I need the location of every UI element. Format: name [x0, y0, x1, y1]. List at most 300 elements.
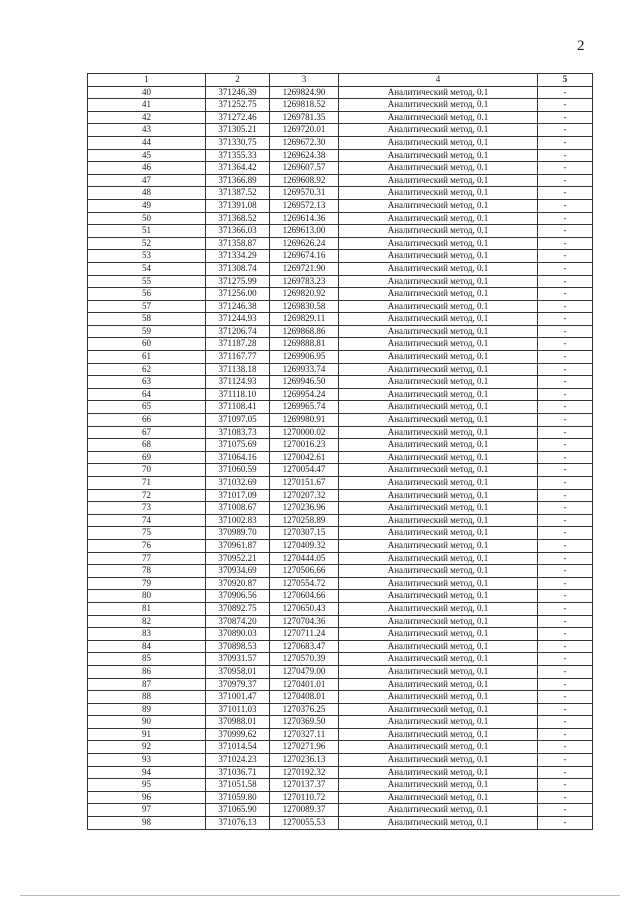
table-row — [88, 489, 593, 502]
table-row — [88, 539, 593, 552]
cell-point-number: 74 — [88, 514, 206, 527]
cell-x-coordinate: 370890.03 — [206, 628, 270, 641]
cell-col5: - — [538, 237, 593, 250]
cell-x-coordinate: 371246.38 — [206, 300, 270, 313]
cell-method: Аналитический метод, 0.1 — [339, 628, 538, 641]
cell-point-number: 88 — [88, 691, 206, 704]
cell-y-coordinate: 1269818.52 — [270, 99, 339, 112]
cell-y-coordinate: 1269829.11 — [270, 313, 339, 326]
cell-method: Аналитический метод, 0.1 — [339, 351, 538, 364]
table-row — [88, 325, 593, 338]
cell-y-coordinate: 1270258.89 — [270, 514, 339, 527]
cell-x-coordinate: 371032.69 — [206, 477, 270, 490]
table-row — [88, 527, 593, 540]
cell-method: Аналитический метод, 0.1 — [339, 615, 538, 628]
cell-point-number: 58 — [88, 313, 206, 326]
cell-x-coordinate: 371167.77 — [206, 351, 270, 364]
cell-y-coordinate: 1270151.67 — [270, 477, 339, 490]
table-row — [88, 300, 593, 313]
cell-x-coordinate: 371387.52 — [206, 187, 270, 200]
cell-method: Аналитический метод, 0.1 — [339, 338, 538, 351]
cell-point-number: 44 — [88, 136, 206, 149]
cell-y-coordinate: 1269906.95 — [270, 351, 339, 364]
table-row — [88, 477, 593, 490]
cell-method: Аналитический метод, 0.1 — [339, 288, 538, 301]
cell-y-coordinate: 1270110.72 — [270, 791, 339, 804]
cell-x-coordinate: 370958.01 — [206, 665, 270, 678]
cell-y-coordinate: 1269608.92 — [270, 174, 339, 187]
cell-method: Аналитический метод, 0.1 — [339, 313, 538, 326]
table-row — [88, 199, 593, 212]
table-row — [88, 426, 593, 439]
cell-y-coordinate: 1270408.01 — [270, 691, 339, 704]
cell-method: Аналитический метод, 0.1 — [339, 791, 538, 804]
cell-method: Аналитический метод, 0.1 — [339, 665, 538, 678]
cell-x-coordinate: 371187.28 — [206, 338, 270, 351]
cell-col5: - — [538, 741, 593, 754]
table-row — [88, 716, 593, 729]
cell-x-coordinate: 371017.09 — [206, 489, 270, 502]
table-row — [88, 439, 593, 452]
cell-x-coordinate: 370934.69 — [206, 565, 270, 578]
cell-col5: - — [538, 325, 593, 338]
cell-y-coordinate: 1269607.57 — [270, 162, 339, 175]
table-row — [88, 262, 593, 275]
cell-col5: - — [538, 136, 593, 149]
cell-point-number: 67 — [88, 426, 206, 439]
cell-col5: - — [538, 716, 593, 729]
cell-point-number: 43 — [88, 124, 206, 137]
cell-y-coordinate: 1269613.00 — [270, 225, 339, 238]
cell-point-number: 79 — [88, 577, 206, 590]
cell-col5: - — [538, 628, 593, 641]
cell-x-coordinate: 371305.21 — [206, 124, 270, 137]
cell-point-number: 59 — [88, 325, 206, 338]
cell-x-coordinate: 370999.62 — [206, 728, 270, 741]
table-row — [88, 86, 593, 99]
cell-y-coordinate: 1270570.39 — [270, 653, 339, 666]
cell-y-coordinate: 1269830.58 — [270, 300, 339, 313]
table-row — [88, 691, 593, 704]
cell-col5: - — [538, 464, 593, 477]
cell-method: Аналитический метод, 0.1 — [339, 477, 538, 490]
cell-method: Аналитический метод, 0.1 — [339, 451, 538, 464]
cell-x-coordinate: 371083.73 — [206, 426, 270, 439]
cell-point-number: 48 — [88, 187, 206, 200]
page-number: 2 — [577, 38, 585, 54]
cell-col5: - — [538, 124, 593, 137]
cell-point-number: 92 — [88, 741, 206, 754]
cell-y-coordinate: 1269570.31 — [270, 187, 339, 200]
cell-x-coordinate: 371272.46 — [206, 111, 270, 124]
table-body — [88, 86, 593, 829]
cell-x-coordinate: 371001.47 — [206, 691, 270, 704]
cell-point-number: 51 — [88, 225, 206, 238]
cell-y-coordinate: 1269980.91 — [270, 414, 339, 427]
cell-col5: - — [538, 817, 593, 830]
cell-x-coordinate: 371246.39 — [206, 86, 270, 99]
cell-point-number: 66 — [88, 414, 206, 427]
cell-col5: - — [538, 439, 593, 452]
cell-y-coordinate: 1270444.05 — [270, 552, 339, 565]
cell-col5: - — [538, 174, 593, 187]
cell-method: Аналитический метод, 0.1 — [339, 754, 538, 767]
cell-method: Аналитический метод, 0.1 — [339, 250, 538, 263]
table-row — [88, 388, 593, 401]
cell-method: Аналитический метод, 0.1 — [339, 439, 538, 452]
cell-method: Аналитический метод, 0.1 — [339, 111, 538, 124]
cell-y-coordinate: 1269781.35 — [270, 111, 339, 124]
table-row — [88, 464, 593, 477]
cell-point-number: 52 — [88, 237, 206, 250]
table-row — [88, 502, 593, 515]
cell-method: Аналитический метод, 0.1 — [339, 766, 538, 779]
table-row — [88, 313, 593, 326]
cell-y-coordinate: 1270506.66 — [270, 565, 339, 578]
cell-x-coordinate: 371011.03 — [206, 703, 270, 716]
cell-y-coordinate: 1270271.96 — [270, 741, 339, 754]
cell-col5: - — [538, 288, 593, 301]
cell-y-coordinate: 1270089.37 — [270, 804, 339, 817]
cell-y-coordinate: 1269614.36 — [270, 212, 339, 225]
cell-col5: - — [538, 86, 593, 99]
cell-x-coordinate: 371355.33 — [206, 149, 270, 162]
table-row — [88, 288, 593, 301]
cell-method: Аналитический метод, 0.1 — [339, 716, 538, 729]
cell-point-number: 40 — [88, 86, 206, 99]
cell-y-coordinate: 1270327.11 — [270, 728, 339, 741]
cell-x-coordinate: 371075.69 — [206, 439, 270, 452]
cell-col5: - — [538, 489, 593, 502]
cell-col5: - — [538, 426, 593, 439]
cell-y-coordinate: 1270409.32 — [270, 539, 339, 552]
cell-x-coordinate: 371366.89 — [206, 174, 270, 187]
cell-point-number: 42 — [88, 111, 206, 124]
cell-col5: - — [538, 212, 593, 225]
table-row — [88, 728, 593, 741]
cell-x-coordinate: 371244.93 — [206, 313, 270, 326]
cell-col5: - — [538, 388, 593, 401]
cell-method: Аналитический метод, 0.1 — [339, 779, 538, 792]
cell-y-coordinate: 1269888.81 — [270, 338, 339, 351]
cell-method: Аналитический метод, 0.1 — [339, 300, 538, 313]
cell-col5: - — [538, 187, 593, 200]
cell-point-number: 83 — [88, 628, 206, 641]
cell-col5: - — [538, 199, 593, 212]
cell-method: Аналитический метод, 0.1 — [339, 99, 538, 112]
cell-point-number: 82 — [88, 615, 206, 628]
cell-method: Аналитический метод, 0.1 — [339, 817, 538, 830]
cell-y-coordinate: 1270554.72 — [270, 577, 339, 590]
cell-method: Аналитический метод, 0.1 — [339, 426, 538, 439]
cell-x-coordinate: 371097.05 — [206, 414, 270, 427]
table-row — [88, 376, 593, 389]
cell-point-number: 49 — [88, 199, 206, 212]
table-row — [88, 363, 593, 376]
table-row — [88, 678, 593, 691]
cell-method: Аналитический метод, 0.1 — [339, 514, 538, 527]
cell-y-coordinate: 1270236.96 — [270, 502, 339, 515]
table-row — [88, 414, 593, 427]
cell-method: Аналитический метод, 0.1 — [339, 602, 538, 615]
cell-method: Аналитический метод, 0.1 — [339, 527, 538, 540]
cell-point-number: 96 — [88, 791, 206, 804]
cell-x-coordinate: 371064.16 — [206, 451, 270, 464]
cell-y-coordinate: 1269674.16 — [270, 250, 339, 263]
cell-y-coordinate: 1270207.32 — [270, 489, 339, 502]
cell-method: Аналитический метод, 0.1 — [339, 653, 538, 666]
cell-method: Аналитический метод, 0.1 — [339, 136, 538, 149]
cell-method: Аналитический метод, 0.1 — [339, 162, 538, 175]
cell-y-coordinate: 1269626.24 — [270, 237, 339, 250]
cell-x-coordinate: 371368.52 — [206, 212, 270, 225]
table-row — [88, 401, 593, 414]
cell-x-coordinate: 371036.71 — [206, 766, 270, 779]
table-row — [88, 754, 593, 767]
cell-point-number: 76 — [88, 539, 206, 552]
cell-x-coordinate: 371065.90 — [206, 804, 270, 817]
table-row — [88, 451, 593, 464]
cell-col5: - — [538, 615, 593, 628]
table-row — [88, 590, 593, 603]
cell-y-coordinate: 1270307.15 — [270, 527, 339, 540]
cell-col5: - — [538, 451, 593, 464]
cell-method: Аналитический метод, 0.1 — [339, 703, 538, 716]
cell-x-coordinate: 370952.21 — [206, 552, 270, 565]
cell-y-coordinate: 1270236.13 — [270, 754, 339, 767]
cell-col5: - — [538, 99, 593, 112]
table-row — [88, 602, 593, 615]
cell-point-number: 62 — [88, 363, 206, 376]
cell-y-coordinate: 1270042.61 — [270, 451, 339, 464]
table-row — [88, 577, 593, 590]
cell-y-coordinate: 1270137.37 — [270, 779, 339, 792]
cell-col5: - — [538, 640, 593, 653]
cell-col5: - — [538, 502, 593, 515]
cell-point-number: 85 — [88, 653, 206, 666]
cell-point-number: 95 — [88, 779, 206, 792]
table-row — [88, 804, 593, 817]
cell-point-number: 73 — [88, 502, 206, 515]
cell-point-number: 55 — [88, 275, 206, 288]
cell-x-coordinate: 370874.20 — [206, 615, 270, 628]
table-row — [88, 212, 593, 225]
cell-method: Аналитический метод, 0.1 — [339, 691, 538, 704]
cell-col5: - — [538, 514, 593, 527]
cell-point-number: 78 — [88, 565, 206, 578]
cell-col5: - — [538, 653, 593, 666]
cell-point-number: 84 — [88, 640, 206, 653]
cell-point-number: 94 — [88, 766, 206, 779]
cell-y-coordinate: 1270016.23 — [270, 439, 339, 452]
cell-x-coordinate: 371256.00 — [206, 288, 270, 301]
cell-x-coordinate: 371051.58 — [206, 779, 270, 792]
cell-point-number: 56 — [88, 288, 206, 301]
page-bottom-divider — [20, 895, 620, 896]
cell-y-coordinate: 1269933.74 — [270, 363, 339, 376]
cell-x-coordinate: 371330.75 — [206, 136, 270, 149]
table-row — [88, 162, 593, 175]
cell-point-number: 97 — [88, 804, 206, 817]
cell-col5: - — [538, 111, 593, 124]
cell-col5: - — [538, 791, 593, 804]
cell-point-number: 64 — [88, 388, 206, 401]
cell-point-number: 46 — [88, 162, 206, 175]
cell-x-coordinate: 371124.93 — [206, 376, 270, 389]
cell-method: Аналитический метод, 0.1 — [339, 363, 538, 376]
cell-point-number: 47 — [88, 174, 206, 187]
cell-col5: - — [538, 162, 593, 175]
cell-method: Аналитический метод, 0.1 — [339, 414, 538, 427]
cell-point-number: 91 — [88, 728, 206, 741]
cell-method: Аналитический метод, 0.1 — [339, 804, 538, 817]
cell-col5: - — [538, 691, 593, 704]
cell-col5: - — [538, 338, 593, 351]
cell-point-number: 71 — [88, 477, 206, 490]
cell-method: Аналитический метод, 0.1 — [339, 187, 538, 200]
cell-y-coordinate: 1269721.90 — [270, 262, 339, 275]
cell-point-number: 80 — [88, 590, 206, 603]
cell-col5: - — [538, 779, 593, 792]
table-row — [88, 653, 593, 666]
cell-col5: - — [538, 363, 593, 376]
cell-y-coordinate: 1270054.47 — [270, 464, 339, 477]
cell-method: Аналитический метод, 0.1 — [339, 464, 538, 477]
cell-col5: - — [538, 376, 593, 389]
table-row — [88, 552, 593, 565]
cell-method: Аналитический метод, 0.1 — [339, 174, 538, 187]
cell-x-coordinate: 371060.59 — [206, 464, 270, 477]
cell-y-coordinate: 1270479.00 — [270, 665, 339, 678]
cell-y-coordinate: 1269720.01 — [270, 124, 339, 137]
cell-col5: - — [538, 602, 593, 615]
cell-y-coordinate: 1270683.47 — [270, 640, 339, 653]
cell-method: Аналитический метод, 0.1 — [339, 401, 538, 414]
table-row — [88, 338, 593, 351]
table-row — [88, 703, 593, 716]
cell-point-number: 60 — [88, 338, 206, 351]
cell-x-coordinate: 370989.70 — [206, 527, 270, 540]
cell-method: Аналитический метод, 0.1 — [339, 262, 538, 275]
cell-point-number: 72 — [88, 489, 206, 502]
cell-y-coordinate: 1269820.92 — [270, 288, 339, 301]
cell-method: Аналитический метод, 0.1 — [339, 552, 538, 565]
cell-col5: - — [538, 414, 593, 427]
table-row — [88, 99, 593, 112]
cell-point-number: 89 — [88, 703, 206, 716]
cell-point-number: 75 — [88, 527, 206, 540]
cell-y-coordinate: 1270711.24 — [270, 628, 339, 641]
cell-x-coordinate: 371118.10 — [206, 388, 270, 401]
cell-x-coordinate: 370920.87 — [206, 577, 270, 590]
cell-col5: - — [538, 577, 593, 590]
table-row — [88, 111, 593, 124]
cell-col5: - — [538, 313, 593, 326]
cell-x-coordinate: 370898.53 — [206, 640, 270, 653]
cell-point-number: 53 — [88, 250, 206, 263]
cell-method: Аналитический метод, 0.1 — [339, 86, 538, 99]
table-row — [88, 514, 593, 527]
header-method: 4 — [339, 74, 538, 87]
cell-y-coordinate: 1269965.74 — [270, 401, 339, 414]
cell-x-coordinate: 370961.87 — [206, 539, 270, 552]
header-col5: 5 — [538, 74, 593, 87]
cell-col5: - — [538, 665, 593, 678]
table-row — [88, 817, 593, 830]
cell-col5: - — [538, 300, 593, 313]
cell-point-number: 45 — [88, 149, 206, 162]
cell-x-coordinate: 371334.29 — [206, 250, 270, 263]
cell-col5: - — [538, 754, 593, 767]
cell-x-coordinate: 370906.56 — [206, 590, 270, 603]
table-row — [88, 275, 593, 288]
cell-col5: - — [538, 804, 593, 817]
cell-x-coordinate: 371014.54 — [206, 741, 270, 754]
cell-point-number: 90 — [88, 716, 206, 729]
cell-col5: - — [538, 766, 593, 779]
table-row — [88, 741, 593, 754]
cell-method: Аналитический метод, 0.1 — [339, 728, 538, 741]
table-row — [88, 237, 593, 250]
cell-method: Аналитический метод, 0.1 — [339, 237, 538, 250]
cell-y-coordinate: 1270369.50 — [270, 716, 339, 729]
cell-x-coordinate: 371076.13 — [206, 817, 270, 830]
cell-method: Аналитический метод, 0.1 — [339, 212, 538, 225]
cell-x-coordinate: 371391.08 — [206, 199, 270, 212]
table-row — [88, 250, 593, 263]
cell-point-number: 86 — [88, 665, 206, 678]
cell-method: Аналитический метод, 0.1 — [339, 640, 538, 653]
table-row — [88, 124, 593, 137]
cell-point-number: 93 — [88, 754, 206, 767]
cell-point-number: 61 — [88, 351, 206, 364]
cell-x-coordinate: 371059.80 — [206, 791, 270, 804]
cell-method: Аналитический метод, 0.1 — [339, 539, 538, 552]
cell-y-coordinate: 1269572.13 — [270, 199, 339, 212]
table-row — [88, 628, 593, 641]
cell-y-coordinate: 1270000.02 — [270, 426, 339, 439]
cell-y-coordinate: 1270192.32 — [270, 766, 339, 779]
cell-method: Аналитический метод, 0.1 — [339, 124, 538, 137]
cell-x-coordinate: 371358.87 — [206, 237, 270, 250]
cell-x-coordinate: 371366.03 — [206, 225, 270, 238]
cell-y-coordinate: 1269868.86 — [270, 325, 339, 338]
cell-x-coordinate: 370979.37 — [206, 678, 270, 691]
cell-x-coordinate: 371108.41 — [206, 401, 270, 414]
cell-y-coordinate: 1269946.50 — [270, 376, 339, 389]
cell-x-coordinate: 370988.01 — [206, 716, 270, 729]
table-header-row — [88, 74, 593, 87]
table-row — [88, 615, 593, 628]
cell-y-coordinate: 1270376.25 — [270, 703, 339, 716]
cell-col5: - — [538, 225, 593, 238]
cell-x-coordinate: 371008.67 — [206, 502, 270, 515]
cell-method: Аналитический метод, 0.1 — [339, 225, 538, 238]
coordinates-table — [87, 73, 593, 830]
cell-col5: - — [538, 275, 593, 288]
cell-col5: - — [538, 250, 593, 263]
table-row — [88, 565, 593, 578]
cell-method: Аналитический метод, 0.1 — [339, 741, 538, 754]
cell-x-coordinate: 371002.83 — [206, 514, 270, 527]
cell-col5: - — [538, 351, 593, 364]
cell-x-coordinate: 371206.74 — [206, 325, 270, 338]
table-row — [88, 779, 593, 792]
table-row — [88, 225, 593, 238]
cell-method: Аналитический метод, 0.1 — [339, 199, 538, 212]
cell-method: Аналитический метод, 0.1 — [339, 565, 538, 578]
cell-col5: - — [538, 149, 593, 162]
